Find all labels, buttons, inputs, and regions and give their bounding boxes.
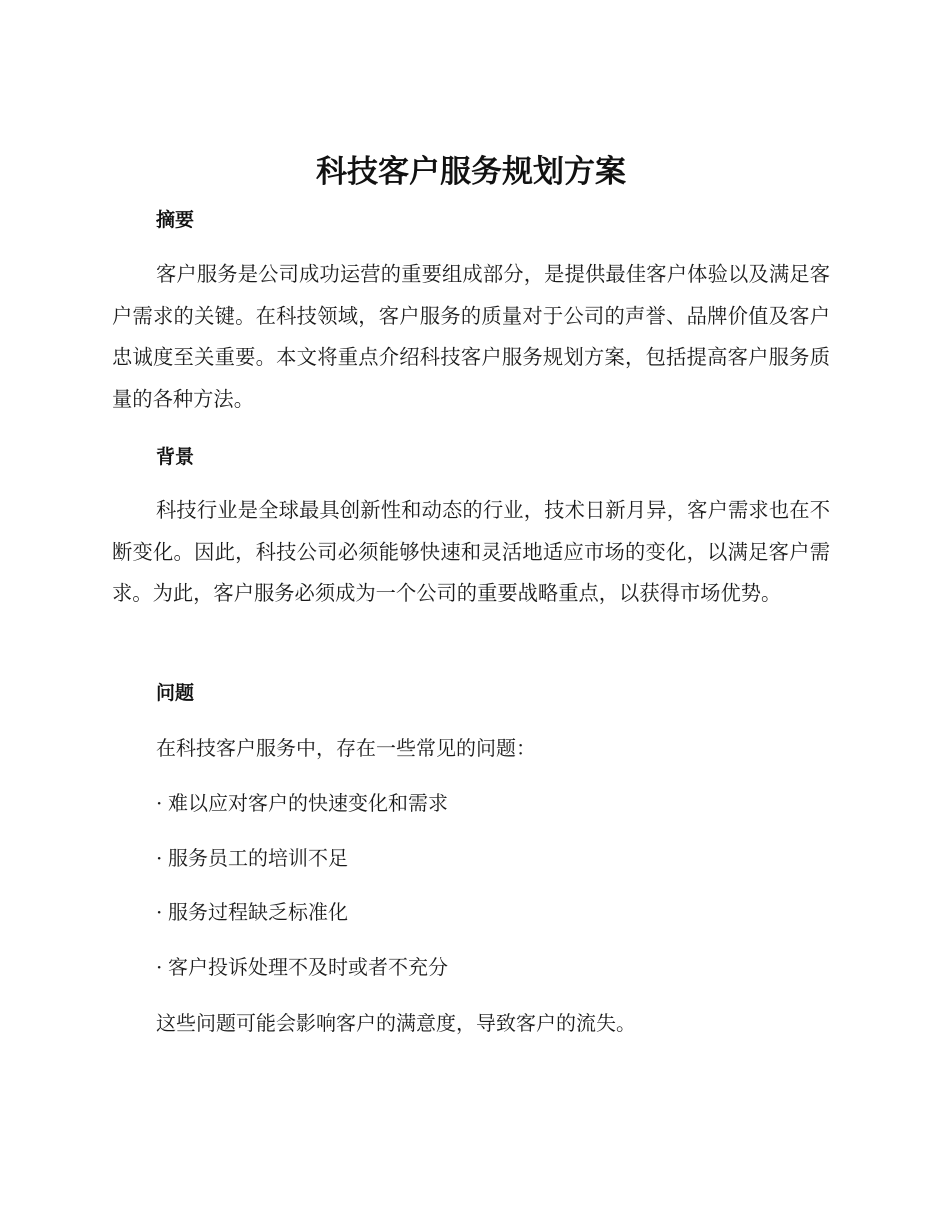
- bullet-marker: ·: [156, 900, 163, 924]
- list-item: [156, 897, 348, 927]
- bullet-marker: ·: [156, 791, 163, 815]
- list-item-text: 客户投诉处理不及时或者不充分: [168, 955, 448, 979]
- problems-intro: 在科技客户服务中，存在一些常见的问题：: [156, 736, 536, 760]
- list-item: [156, 952, 448, 982]
- list-item-text: 难以应对客户的快速变化和需求: [168, 791, 448, 815]
- abstract-paragraph: 客户服务是公司成功运营的重要组成部分，是提供最佳客户体验以及满足客户需求的关键。在科技领域，客户服务的质量对于公司的声誉、品牌价值及客户忠诚度至关重要。本文将重点介绍科技客户服务规划方案，包括提高客户服务质量的各种方法。: [112, 262, 830, 411]
- list-item: [156, 843, 348, 873]
- bullet-marker: ·: [156, 846, 163, 870]
- section-heading-background: 背景: [156, 446, 195, 468]
- section-heading-abstract: 摘要: [156, 209, 195, 231]
- document-title: 科技客户服务规划方案: [316, 154, 626, 190]
- problems-conclusion: 这些问题可能会影响客户的满意度，导致客户的流失。: [156, 1011, 636, 1035]
- bullet-marker: ·: [156, 955, 163, 979]
- list-item-text: 服务过程缺乏标准化: [168, 900, 348, 924]
- background-paragraph: 科技行业是全球最具创新性和动态的行业，技术日新月异，客户需求也在不断变化。因此，科技公司必须能够快速和灵活地适应市场的变化，以满足客户需求。为此，客户服务必须成为一个公司的重要战略重点，以获得市场优势。: [112, 498, 830, 605]
- list-item: [156, 788, 448, 818]
- section-heading-problems: 问题: [156, 682, 195, 704]
- list-item-text: 服务员工的培训不足: [168, 846, 348, 870]
